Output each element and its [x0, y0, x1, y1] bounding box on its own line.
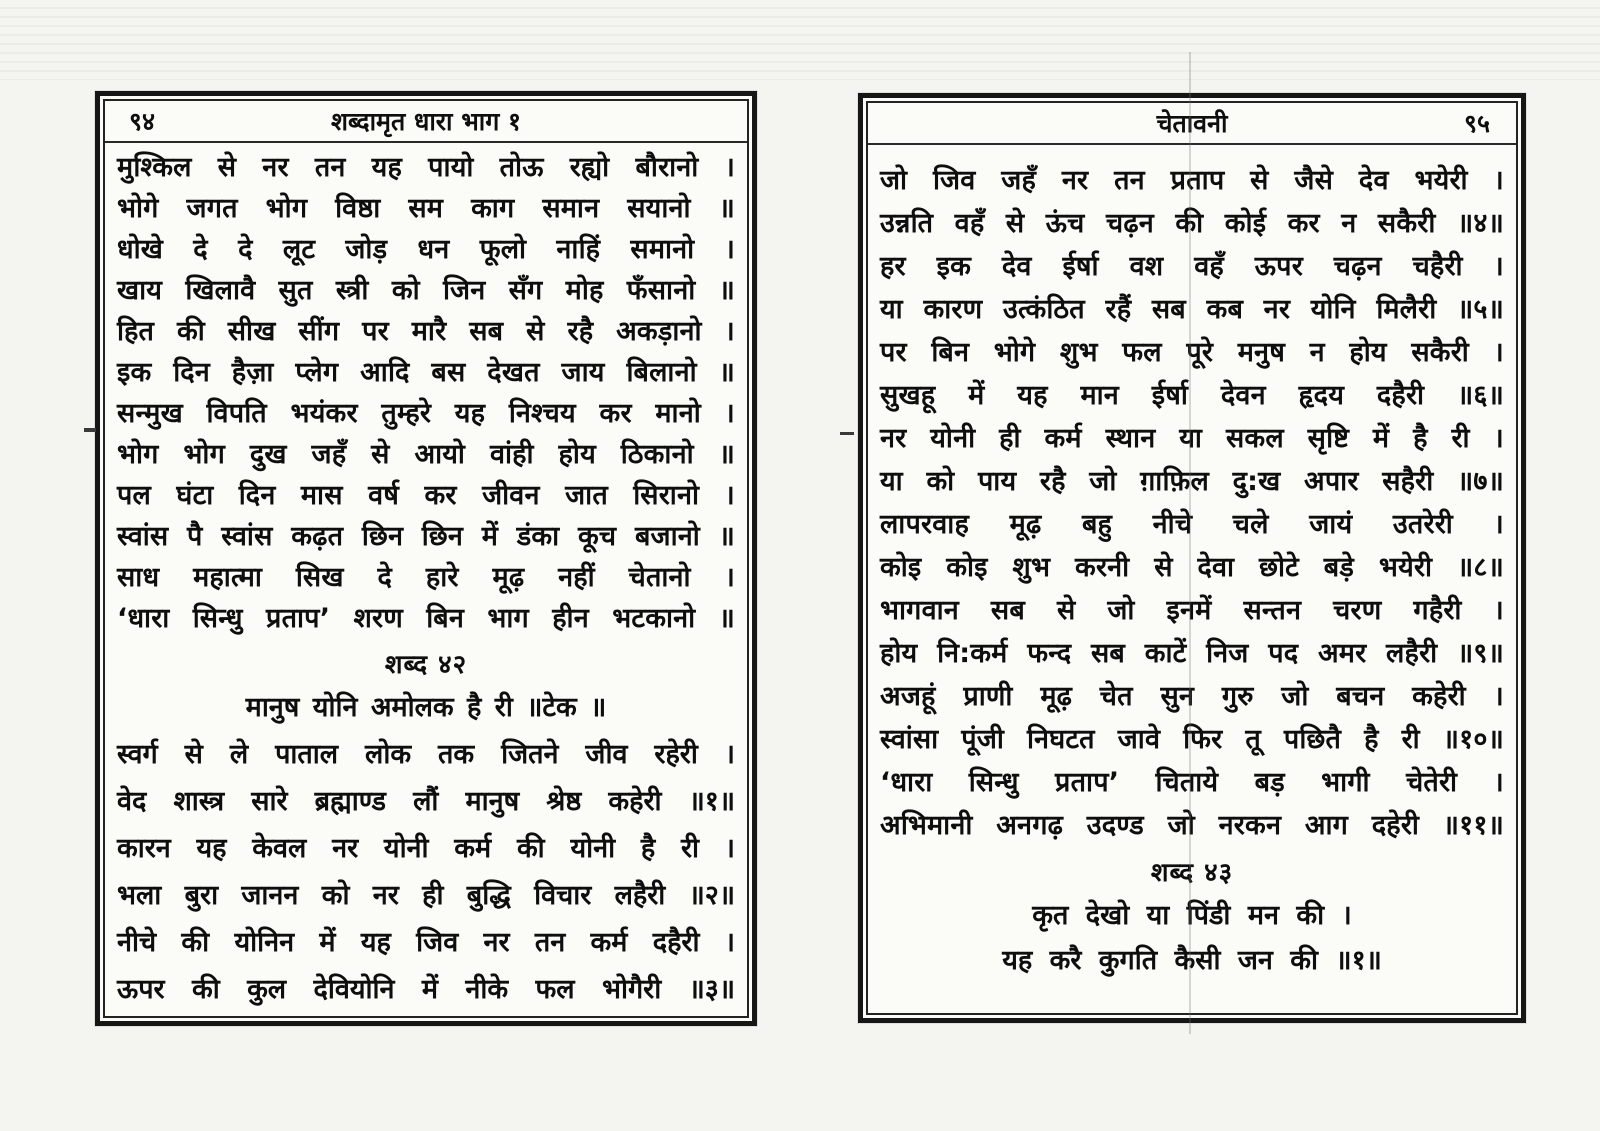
- verse-line: ऊपर की कुल देवियोनि में नीके फल भोगैरी ॥३॥: [117, 974, 735, 1005]
- verse-line: जो जिव जहँ नर तन प्रताप से जैसे देव भयेरी ।: [880, 165, 1504, 196]
- verse-line: भागवान सब से जो इनमें सन्तन चरण गहैरी ।: [880, 595, 1504, 626]
- left-page-body: [105, 143, 747, 1013]
- verse-line: हित की सीख सींग पर मारै सब से रहै अकड़ानो ।: [117, 316, 735, 347]
- verse-line: खाय खिलावै सुत स्त्री को जिन सँग मोह फँसानो ॥: [117, 275, 735, 306]
- verse-line: मुश्किल से नर तन यह पायो तोऊ रह्यो बौरानो ।: [117, 152, 735, 183]
- left-page: [95, 91, 757, 1026]
- scan-mark-artifact: [840, 432, 854, 435]
- verse-line: ‘धारा सिन्धु प्रताप’ शरण बिन भाग हीन भटकानो ॥: [117, 603, 735, 634]
- right-page-inner: [866, 101, 1518, 1015]
- verse-line: इक दिन हैज़ा प्लेग आदि बस देखत जाय बिलानो ॥: [117, 357, 735, 388]
- verse-line: साध महात्मा सिख दे हारे मूढ़ नहीं चेतानो ।: [117, 562, 735, 593]
- verse-line: हर इक देव ईर्षा वश वहँ ऊपर चढ़न चहैरी ।: [880, 251, 1504, 282]
- verse-line: या कारण उत्कंठित रहैं सब कब नर योनि मिलैरी ॥५॥: [880, 294, 1504, 325]
- verse-line: सन्मुख विपति भयंकर तुम्हरे यह निश्चय कर मानो ।: [117, 398, 735, 429]
- left-page-title: शब्दामृत धारा भाग १: [330, 107, 522, 136]
- verse-line: होय नि:कर्म फन्द सब काटें निज पद अमर लहैरी ॥९॥: [880, 638, 1504, 669]
- section-heading-shabd-42: शब्द ४२: [384, 650, 468, 680]
- verse-line: भोग भोग दुख जहँ से आयो वांही होय ठिकानो ॥: [117, 439, 735, 470]
- verse-line: कृत देखो या पिंडी मन की ।: [1032, 900, 1352, 931]
- verse-line: या को पाय रहै जो ग़ाफ़िल दु:ख अपार सहैरी ॥७॥: [880, 466, 1504, 497]
- section-heading-shabd-43: शब्द ४३: [1150, 858, 1234, 888]
- verse-line: भला बुरा जानन को नर ही बुद्धि विचार लहैरी ॥२॥: [117, 880, 735, 911]
- verse-line: ‘धारा सिन्धु प्रताप’ चिताये बड़ भागी चेतेरी ।: [880, 767, 1504, 798]
- verse-line: वेद शास्त्र सारे ब्रह्माण्ड लौं मानुष श्रेष्ठ कहेरी ॥१॥: [117, 786, 735, 817]
- verse-line: अभिमानी अनगढ़ उदण्ड जो नरकन आग दहेरी ॥११॥: [880, 810, 1504, 841]
- verse-line: पर बिन भोगे शुभ फल पूरे मनुष न होय सकैरी ।: [880, 337, 1504, 368]
- right-page-number: ९५: [1463, 109, 1490, 138]
- verse-line: स्वांस पै स्वांस कढ़त छिन छिन में डंका कूच बजानो ॥: [117, 521, 735, 552]
- right-page-header: [868, 103, 1516, 145]
- verse-line: अजहूं प्राणी मूढ़ चेत सुन गुरु जो बचन कहेरी ।: [880, 681, 1504, 712]
- right-page-title: चेतावनी: [1156, 109, 1228, 138]
- refrain-line: मानुष योनि अमोलक है री ॥टेक ॥: [245, 692, 607, 723]
- scan-streak-artifact: [0, 0, 1600, 80]
- verse-line: धोखे दे दे लूट जोड़ धन फूलो नाहिं समानो ।: [117, 234, 735, 265]
- right-page-body: [868, 145, 1516, 983]
- left-page-inner: [103, 99, 749, 1018]
- verse-line: सुखहू में यह मान ईर्षा देवन हृदय दहैरी ॥६॥: [880, 380, 1504, 411]
- verse-line: उन्नति वहँ से ऊंच चढ़न की कोई कर न सकैरी ॥४॥: [880, 208, 1504, 239]
- verse-line: यह करै कुगति कैसी जन की ॥१॥: [1002, 945, 1382, 976]
- left-page-number: ९४: [129, 107, 156, 136]
- verse-line: लापरवाह मूढ़ बहु नीचे चले जायं उतरेरी ।: [880, 509, 1504, 540]
- verse-line: स्वर्ग से ले पाताल लोक तक जितने जीव रहेरी ।: [117, 739, 735, 770]
- verse-line: कारन यह केवल नर योनी कर्म की योनी है री ।: [117, 833, 735, 864]
- verse-line: कोइ कोइ शुभ करनी से देवा छोटे बड़े भयेरी ॥८॥: [880, 552, 1504, 583]
- left-page-header: [105, 101, 747, 143]
- verse-line: नीचे की योनिन में यह जिव नर तन कर्म दहैरी ।: [117, 927, 735, 958]
- verse-line: भोगे जगत भोग विष्ठा सम काग समान सयानो ॥: [117, 193, 735, 224]
- verse-line: नर योनी ही कर्म स्थान या सकल सृष्टि में है री ।: [880, 423, 1504, 454]
- verse-line: स्वांसा पूंजी निघटत जावे फिर तू पछितै है री ॥१०॥: [880, 724, 1504, 755]
- right-page: [858, 93, 1526, 1023]
- verse-line: पल घंटा दिन मास वर्ष कर जीवन जात सिरानो ।: [117, 480, 735, 511]
